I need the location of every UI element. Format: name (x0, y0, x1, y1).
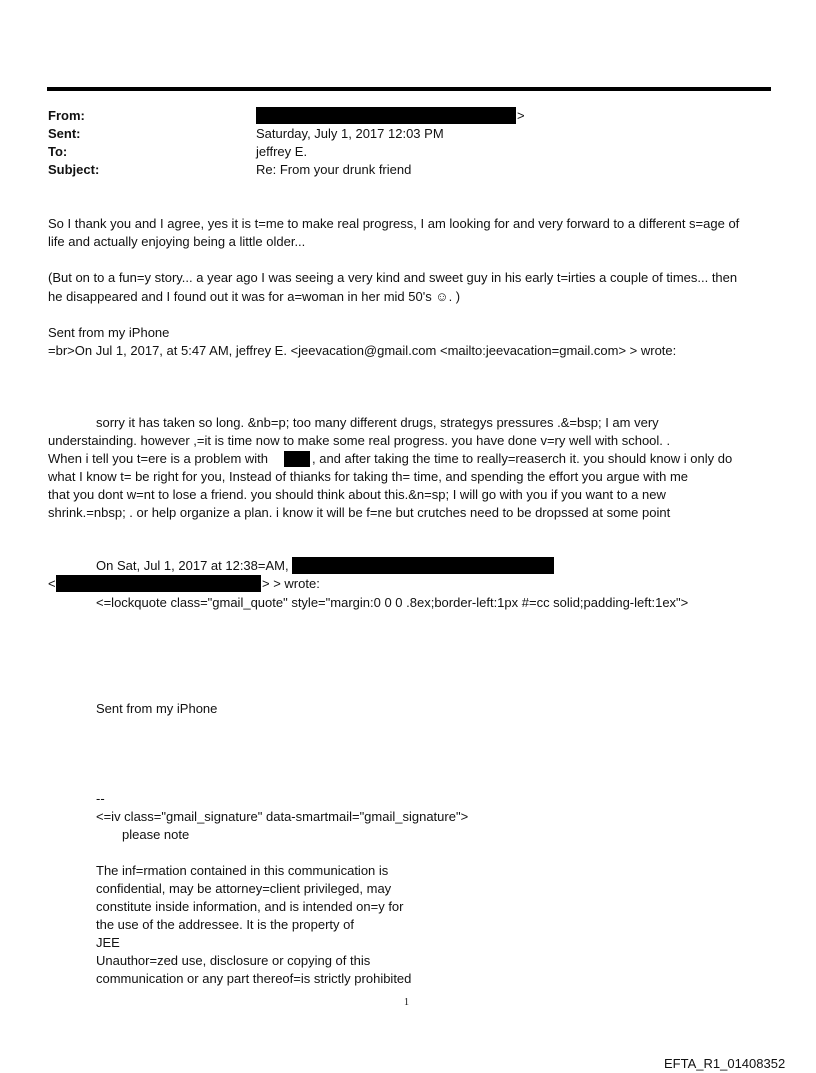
nested-lt: < (48, 576, 56, 591)
subject-value: Re: From your drunk friend (256, 162, 412, 177)
to-value: jeffrey E. (256, 144, 308, 159)
quote-header: =br>On Jul 1, 2017, at 5:47 AM, jeffrey E. <jeevacation@gmail.com <mailto:jeevacation=gmail.com> > wrote: (48, 343, 677, 358)
signature-dashes: -- (96, 791, 105, 806)
please-note: please note (122, 827, 190, 842)
body-para1-line2: life and actually enjoying being a little older... (48, 234, 306, 249)
reply-line-3a: When i tell you t=ere is a problem with (48, 451, 269, 466)
from-label: From: (48, 108, 85, 123)
redacted-from-address (256, 107, 516, 124)
header-rule (47, 87, 771, 91)
disclaimer-line: constitute inside information, and is intended on=y for (96, 899, 404, 914)
disclaimer-line: JEE (96, 935, 120, 950)
body-para1-line1: So I thank you and I agree, yes it is t=me to make real progress, I am looking for and very forward to a different s=age of (48, 216, 740, 231)
disclaimer-line: the use of the addressee. It is the property of (96, 917, 354, 932)
sent-from-iphone: Sent from my iPhone (48, 325, 170, 340)
to-label: To: (48, 144, 68, 159)
blockquote-markup: <=lockquote class="gmail_quote" style="margin:0 0 0 .8ex;border-left:1px #=cc solid;padding-left:1ex"> (96, 595, 689, 610)
page-number: 1 (404, 997, 409, 1008)
signature-div-markup: <=iv class="gmail_signature" data-smartmail="gmail_signature"> (96, 809, 469, 824)
redacted-sender-name (292, 557, 554, 574)
nested-on-line: On Sat, Jul 1, 2017 at 12:38=AM, (96, 558, 289, 573)
disclaimer-line: Unauthor=zed use, disclosure or copying of this (96, 953, 371, 968)
reply-line-2: understainding. however ,=it is time now to make some real progress. you have done v=ry well with school. . (48, 433, 671, 448)
nested-wrote: > > wrote: (262, 576, 320, 591)
reply-line-6: shrink.=nbsp; . or help organize a plan. i know it will be f=ne but crutches need to be dropssed at some point (48, 505, 671, 520)
reply-line-5: that you dont w=nt to lose a friend. you should think about this.&n=sp; I will go with you if you want to a new (48, 487, 666, 502)
disclaimer-line: communication or any part thereof=is strictly prohibited (96, 971, 412, 986)
sent-value: Saturday, July 1, 2017 12:03 PM (256, 126, 444, 141)
reply-line-1: sorry it has taken so long. &nb=p; too many different drugs, strategys pressures .&=bsp; I am very (96, 415, 659, 430)
reply-line-4: what I know t= be right for you, Instead of thianks for taking th= time, and spending the effort you argue with me (48, 469, 689, 484)
redacted-sender-email (56, 575, 261, 592)
disclaimer-line: confidential, may be attorney=client privileged, may (96, 881, 392, 896)
body-para2-line2: he disappeared and I found out it was for a=woman in her mid 50's ☺. ) (48, 289, 461, 304)
redacted-name-inline (284, 451, 310, 467)
subject-label: Subject: (48, 162, 100, 177)
bates-number: EFTA_R1_01408352 (664, 1056, 786, 1071)
sent-from-iphone-2: Sent from my iPhone (96, 701, 218, 716)
from-suffix: > (517, 108, 525, 123)
disclaimer-line: The inf=rmation contained in this communication is (96, 863, 389, 878)
body-para2-line1: (But on to a fun=y story... a year ago I was seeing a very kind and sweet guy in his early t=irties a couple of times... then (48, 270, 738, 285)
sent-label: Sent: (48, 126, 81, 141)
reply-line-3b: , and after taking the time to really=reaserch it. you should know i only do (312, 451, 733, 466)
